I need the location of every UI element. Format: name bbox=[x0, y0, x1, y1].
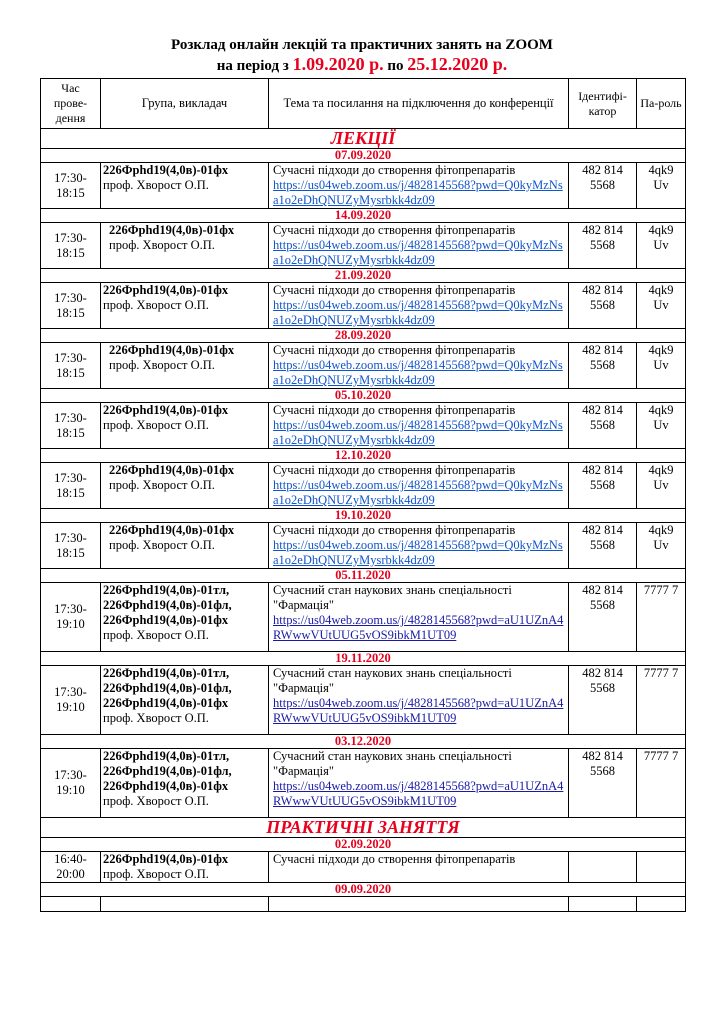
conference-id-cell: 482 814 5568 bbox=[569, 403, 637, 449]
password-cell: 7777 7 bbox=[637, 666, 686, 735]
password-cell: 4qk9 Uv bbox=[637, 403, 686, 449]
table-row bbox=[41, 343, 686, 389]
empty-cell bbox=[637, 897, 686, 912]
password-cell: 4qk9 Uv bbox=[637, 283, 686, 329]
date-label: 28.09.2020 bbox=[41, 329, 686, 343]
table-row bbox=[41, 223, 686, 269]
empty-cell bbox=[101, 897, 269, 912]
empty-cell bbox=[569, 897, 637, 912]
conference-id-cell: 482 814 5568 bbox=[569, 666, 637, 735]
time-cell: 17:30-18:15 bbox=[41, 283, 101, 329]
date-label: 05.10.2020 bbox=[41, 389, 686, 403]
date-label: 02.09.2020 bbox=[41, 838, 686, 852]
time-cell: 17:30-19:10 bbox=[41, 666, 101, 735]
conference-id-cell: 482 814 5568 bbox=[569, 283, 637, 329]
header-password: Па-роль bbox=[637, 79, 686, 129]
group-code: 226Фphd19(4,0в)-01тл, bbox=[103, 749, 230, 763]
zoom-link[interactable]: https://us04web.zoom.us/j/4828145568?pwd=aU1UZnA4RWwwVUtUUG5vOS9ibkM1UT09 bbox=[273, 779, 564, 808]
group-code: 226Фphd19(4,0в)-01фх bbox=[103, 403, 229, 417]
date-label: 12.10.2020 bbox=[41, 449, 686, 463]
schedule-body bbox=[41, 129, 686, 912]
time-cell: 17:30-18:15 bbox=[41, 403, 101, 449]
zoom-link[interactable]: https://us04web.zoom.us/j/4828145568?pwd=aU1UZnA4RWwwVUtUUG5vOS9ibkM1UT09 bbox=[273, 696, 564, 725]
header-time: Час прове-дення bbox=[41, 79, 101, 129]
conference-id-cell bbox=[569, 852, 637, 883]
date-label: 19.11.2020 bbox=[41, 652, 686, 666]
group-cell bbox=[101, 583, 269, 652]
topic-cell bbox=[269, 343, 569, 389]
teacher-name: проф. Хворост О.П. bbox=[109, 478, 215, 492]
time-cell: 17:30-18:15 bbox=[41, 163, 101, 209]
teacher-name: проф. Хворост О.П. bbox=[103, 711, 209, 725]
conference-id-cell: 482 814 5568 bbox=[569, 523, 637, 569]
zoom-link[interactable]: https://us04web.zoom.us/j/4828145568?pwd=Q0kyMzNsa1o2eDhQNUZyMysrbkk4dz09 bbox=[273, 478, 563, 507]
zoom-link[interactable]: https://us04web.zoom.us/j/4828145568?pwd=Q0kyMzNsa1o2eDhQNUZyMysrbkk4dz09 bbox=[273, 418, 563, 447]
group-cell bbox=[101, 163, 269, 209]
table-row bbox=[41, 463, 686, 509]
header-row bbox=[41, 79, 686, 129]
topic-title: Сучасні підходи до створення фітопрепаратів bbox=[273, 523, 516, 537]
period-line bbox=[0, 55, 724, 75]
date-row bbox=[41, 449, 686, 463]
period-mid: по bbox=[387, 58, 404, 74]
time-cell: 17:30-18:15 bbox=[41, 463, 101, 509]
topic-cell bbox=[269, 852, 569, 883]
table-row bbox=[41, 583, 686, 652]
teacher-name: проф. Хворост О.П. bbox=[103, 794, 209, 808]
section-practicals-label: ПРАКТИЧНІ ЗАНЯТТЯ bbox=[41, 818, 686, 838]
header-id: Ідентифі-катор bbox=[569, 79, 637, 129]
zoom-link[interactable]: https://us04web.zoom.us/j/4828145568?pwd=Q0kyMzNsa1o2eDhQNUZyMysrbkk4dz09 bbox=[273, 538, 563, 567]
time-cell: 17:30-18:15 bbox=[41, 223, 101, 269]
date-row bbox=[41, 838, 686, 852]
date-label: 07.09.2020 bbox=[41, 149, 686, 163]
conference-id-cell: 482 814 5568 bbox=[569, 583, 637, 652]
password-cell: 4qk9 Uv bbox=[637, 523, 686, 569]
conference-id-cell: 482 814 5568 bbox=[569, 463, 637, 509]
time-cell: 17:30-18:15 bbox=[41, 343, 101, 389]
section-lectures bbox=[41, 129, 686, 149]
group-code: 226Фphd19(4,0в)-01фх bbox=[103, 779, 229, 793]
table-row bbox=[41, 163, 686, 209]
teacher-name: проф. Хворост О.П. bbox=[103, 178, 209, 192]
date-label: 19.10.2020 bbox=[41, 509, 686, 523]
conference-id-cell: 482 814 5568 bbox=[569, 343, 637, 389]
topic-title: Сучасні підходи до створення фітопрепаратів bbox=[273, 463, 516, 477]
date-label: 05.11.2020 bbox=[41, 569, 686, 583]
group-cell bbox=[101, 343, 269, 389]
password-cell: 4qk9 Uv bbox=[637, 463, 686, 509]
empty-cell bbox=[269, 897, 569, 912]
topic-title: Сучасний стан наукових знань спеціальності "Фармація" bbox=[273, 666, 512, 695]
date-to: 25.12.2020 р. bbox=[407, 54, 508, 74]
group-cell bbox=[101, 523, 269, 569]
teacher-name: проф. Хворост О.П. bbox=[109, 538, 215, 552]
group-code: 226Фphd19(4,0в)-01фх bbox=[103, 163, 229, 177]
group-cell bbox=[101, 666, 269, 735]
time-cell: 17:30-19:10 bbox=[41, 749, 101, 818]
group-code: 226Фphd19(4,0в)-01фх bbox=[109, 463, 235, 477]
topic-title: Сучасний стан наукових знань спеціальності "Фармація" bbox=[273, 749, 512, 778]
group-cell bbox=[101, 463, 269, 509]
teacher-name: проф. Хворост О.П. bbox=[103, 418, 209, 432]
time-cell: 17:30-18:15 bbox=[41, 523, 101, 569]
group-code: 226Фphd19(4,0в)-01фх bbox=[109, 343, 235, 357]
zoom-link[interactable]: https://us04web.zoom.us/j/4828145568?pwd=Q0kyMzNsa1o2eDhQNUZyMysrbkk4dz09 bbox=[273, 178, 563, 207]
date-row bbox=[41, 735, 686, 749]
time-cell: 17:30-19:10 bbox=[41, 583, 101, 652]
date-label: 03.12.2020 bbox=[41, 735, 686, 749]
group-code: 226Фphd19(4,0в)-01фх bbox=[109, 523, 235, 537]
password-cell: 7777 7 bbox=[637, 583, 686, 652]
topic-title: Сучасні підходи до створення фітопрепаратів bbox=[273, 223, 516, 237]
topic-cell bbox=[269, 283, 569, 329]
table-row bbox=[41, 666, 686, 735]
section-practicals bbox=[41, 818, 686, 838]
group-cell bbox=[101, 223, 269, 269]
table-row bbox=[41, 403, 686, 449]
date-label: 21.09.2020 bbox=[41, 269, 686, 283]
table-row bbox=[41, 749, 686, 818]
group-code: 226Фphd19(4,0в)-01фл, bbox=[103, 681, 232, 695]
group-code: 226Фphd19(4,0в)-01фх bbox=[103, 852, 229, 866]
date-row bbox=[41, 389, 686, 403]
topic-title: Сучасні підходи до створення фітопрепаратів bbox=[273, 283, 516, 297]
group-code: 226Фphd19(4,0в)-01фх bbox=[103, 696, 229, 710]
zoom-link[interactable]: https://us04web.zoom.us/j/4828145568?pwd=aU1UZnA4RWwwVUtUUG5vOS9ibkM1UT09 bbox=[273, 613, 564, 642]
group-code: 226Фphd19(4,0в)-01фл, bbox=[103, 598, 232, 612]
date-from: 1.09.2020 р. bbox=[292, 54, 384, 74]
conference-id-cell: 482 814 5568 bbox=[569, 163, 637, 209]
group-code: 226Фphd19(4,0в)-01тл, bbox=[103, 583, 230, 597]
teacher-name: проф. Хворост О.П. bbox=[103, 867, 209, 881]
date-row bbox=[41, 329, 686, 343]
topic-cell bbox=[269, 666, 569, 735]
topic-cell bbox=[269, 463, 569, 509]
schedule-table bbox=[40, 78, 686, 912]
empty-cell bbox=[41, 897, 101, 912]
password-cell: 4qk9 Uv bbox=[637, 163, 686, 209]
group-code: 226Фphd19(4,0в)-01тл, bbox=[103, 666, 230, 680]
header-group: Група, викладач bbox=[101, 79, 269, 129]
period-prefix: на період з bbox=[216, 58, 289, 74]
date-row bbox=[41, 149, 686, 163]
date-row bbox=[41, 883, 686, 897]
topic-cell bbox=[269, 523, 569, 569]
teacher-name: проф. Хворост О.П. bbox=[109, 358, 215, 372]
time-cell: 16:40-20:00 bbox=[41, 852, 101, 883]
date-label: 14.09.2020 bbox=[41, 209, 686, 223]
zoom-link[interactable]: https://us04web.zoom.us/j/4828145568?pwd=Q0kyMzNsa1o2eDhQNUZyMysrbkk4dz09 bbox=[273, 358, 563, 387]
conference-id-cell: 482 814 5568 bbox=[569, 749, 637, 818]
group-code: 226Фphd19(4,0в)-01фх bbox=[109, 223, 235, 237]
password-cell: 4qk9 Uv bbox=[637, 343, 686, 389]
password-cell: 7777 7 bbox=[637, 749, 686, 818]
group-code: 226Фphd19(4,0в)-01фх bbox=[103, 283, 229, 297]
password-cell bbox=[637, 852, 686, 883]
blank-row bbox=[41, 897, 686, 912]
topic-cell bbox=[269, 403, 569, 449]
table-row bbox=[41, 523, 686, 569]
page-title: Розклад онлайн лекцій та практичних занять на ZOOM bbox=[171, 37, 553, 53]
teacher-name: проф. Хворост О.П. bbox=[109, 238, 215, 252]
group-code: 226Фphd19(4,0в)-01фх bbox=[103, 613, 229, 627]
teacher-name: проф. Хворост О.П. bbox=[103, 628, 209, 642]
teacher-name: проф. Хворост О.П. bbox=[103, 298, 209, 312]
topic-cell bbox=[269, 749, 569, 818]
topic-title: Сучасні підходи до створення фітопрепаратів bbox=[273, 343, 516, 357]
date-row bbox=[41, 209, 686, 223]
topic-title: Сучасні підходи до створення фітопрепаратів bbox=[273, 403, 516, 417]
date-label: 09.09.2020 bbox=[41, 883, 686, 897]
topic-title: Сучасні підходи до створення фітопрепаратів bbox=[273, 163, 516, 177]
topic-title: Сучасний стан наукових знань спеціальності "Фармація" bbox=[273, 583, 512, 612]
section-lectures-label: ЛЕКЦІЇ bbox=[41, 129, 686, 149]
topic-cell bbox=[269, 223, 569, 269]
topic-cell bbox=[269, 163, 569, 209]
group-cell bbox=[101, 283, 269, 329]
date-row bbox=[41, 269, 686, 283]
topic-title: Сучасні підходи до створення фітопрепаратів bbox=[273, 852, 516, 866]
table-row bbox=[41, 283, 686, 329]
date-row bbox=[41, 569, 686, 583]
table-row bbox=[41, 852, 686, 883]
group-code: 226Фphd19(4,0в)-01фл, bbox=[103, 764, 232, 778]
topic-cell bbox=[269, 583, 569, 652]
group-cell bbox=[101, 403, 269, 449]
zoom-link[interactable]: https://us04web.zoom.us/j/4828145568?pwd=Q0kyMzNsa1o2eDhQNUZyMysrbkk4dz09 bbox=[273, 238, 563, 267]
password-cell: 4qk9 Uv bbox=[637, 223, 686, 269]
zoom-link[interactable]: https://us04web.zoom.us/j/4828145568?pwd=Q0kyMzNsa1o2eDhQNUZyMysrbkk4dz09 bbox=[273, 298, 563, 327]
conference-id-cell: 482 814 5568 bbox=[569, 223, 637, 269]
group-cell bbox=[101, 749, 269, 818]
date-row bbox=[41, 509, 686, 523]
date-row bbox=[41, 652, 686, 666]
header-topic: Тема та посилання на підключення до конференції bbox=[269, 79, 569, 129]
group-cell bbox=[101, 852, 269, 883]
